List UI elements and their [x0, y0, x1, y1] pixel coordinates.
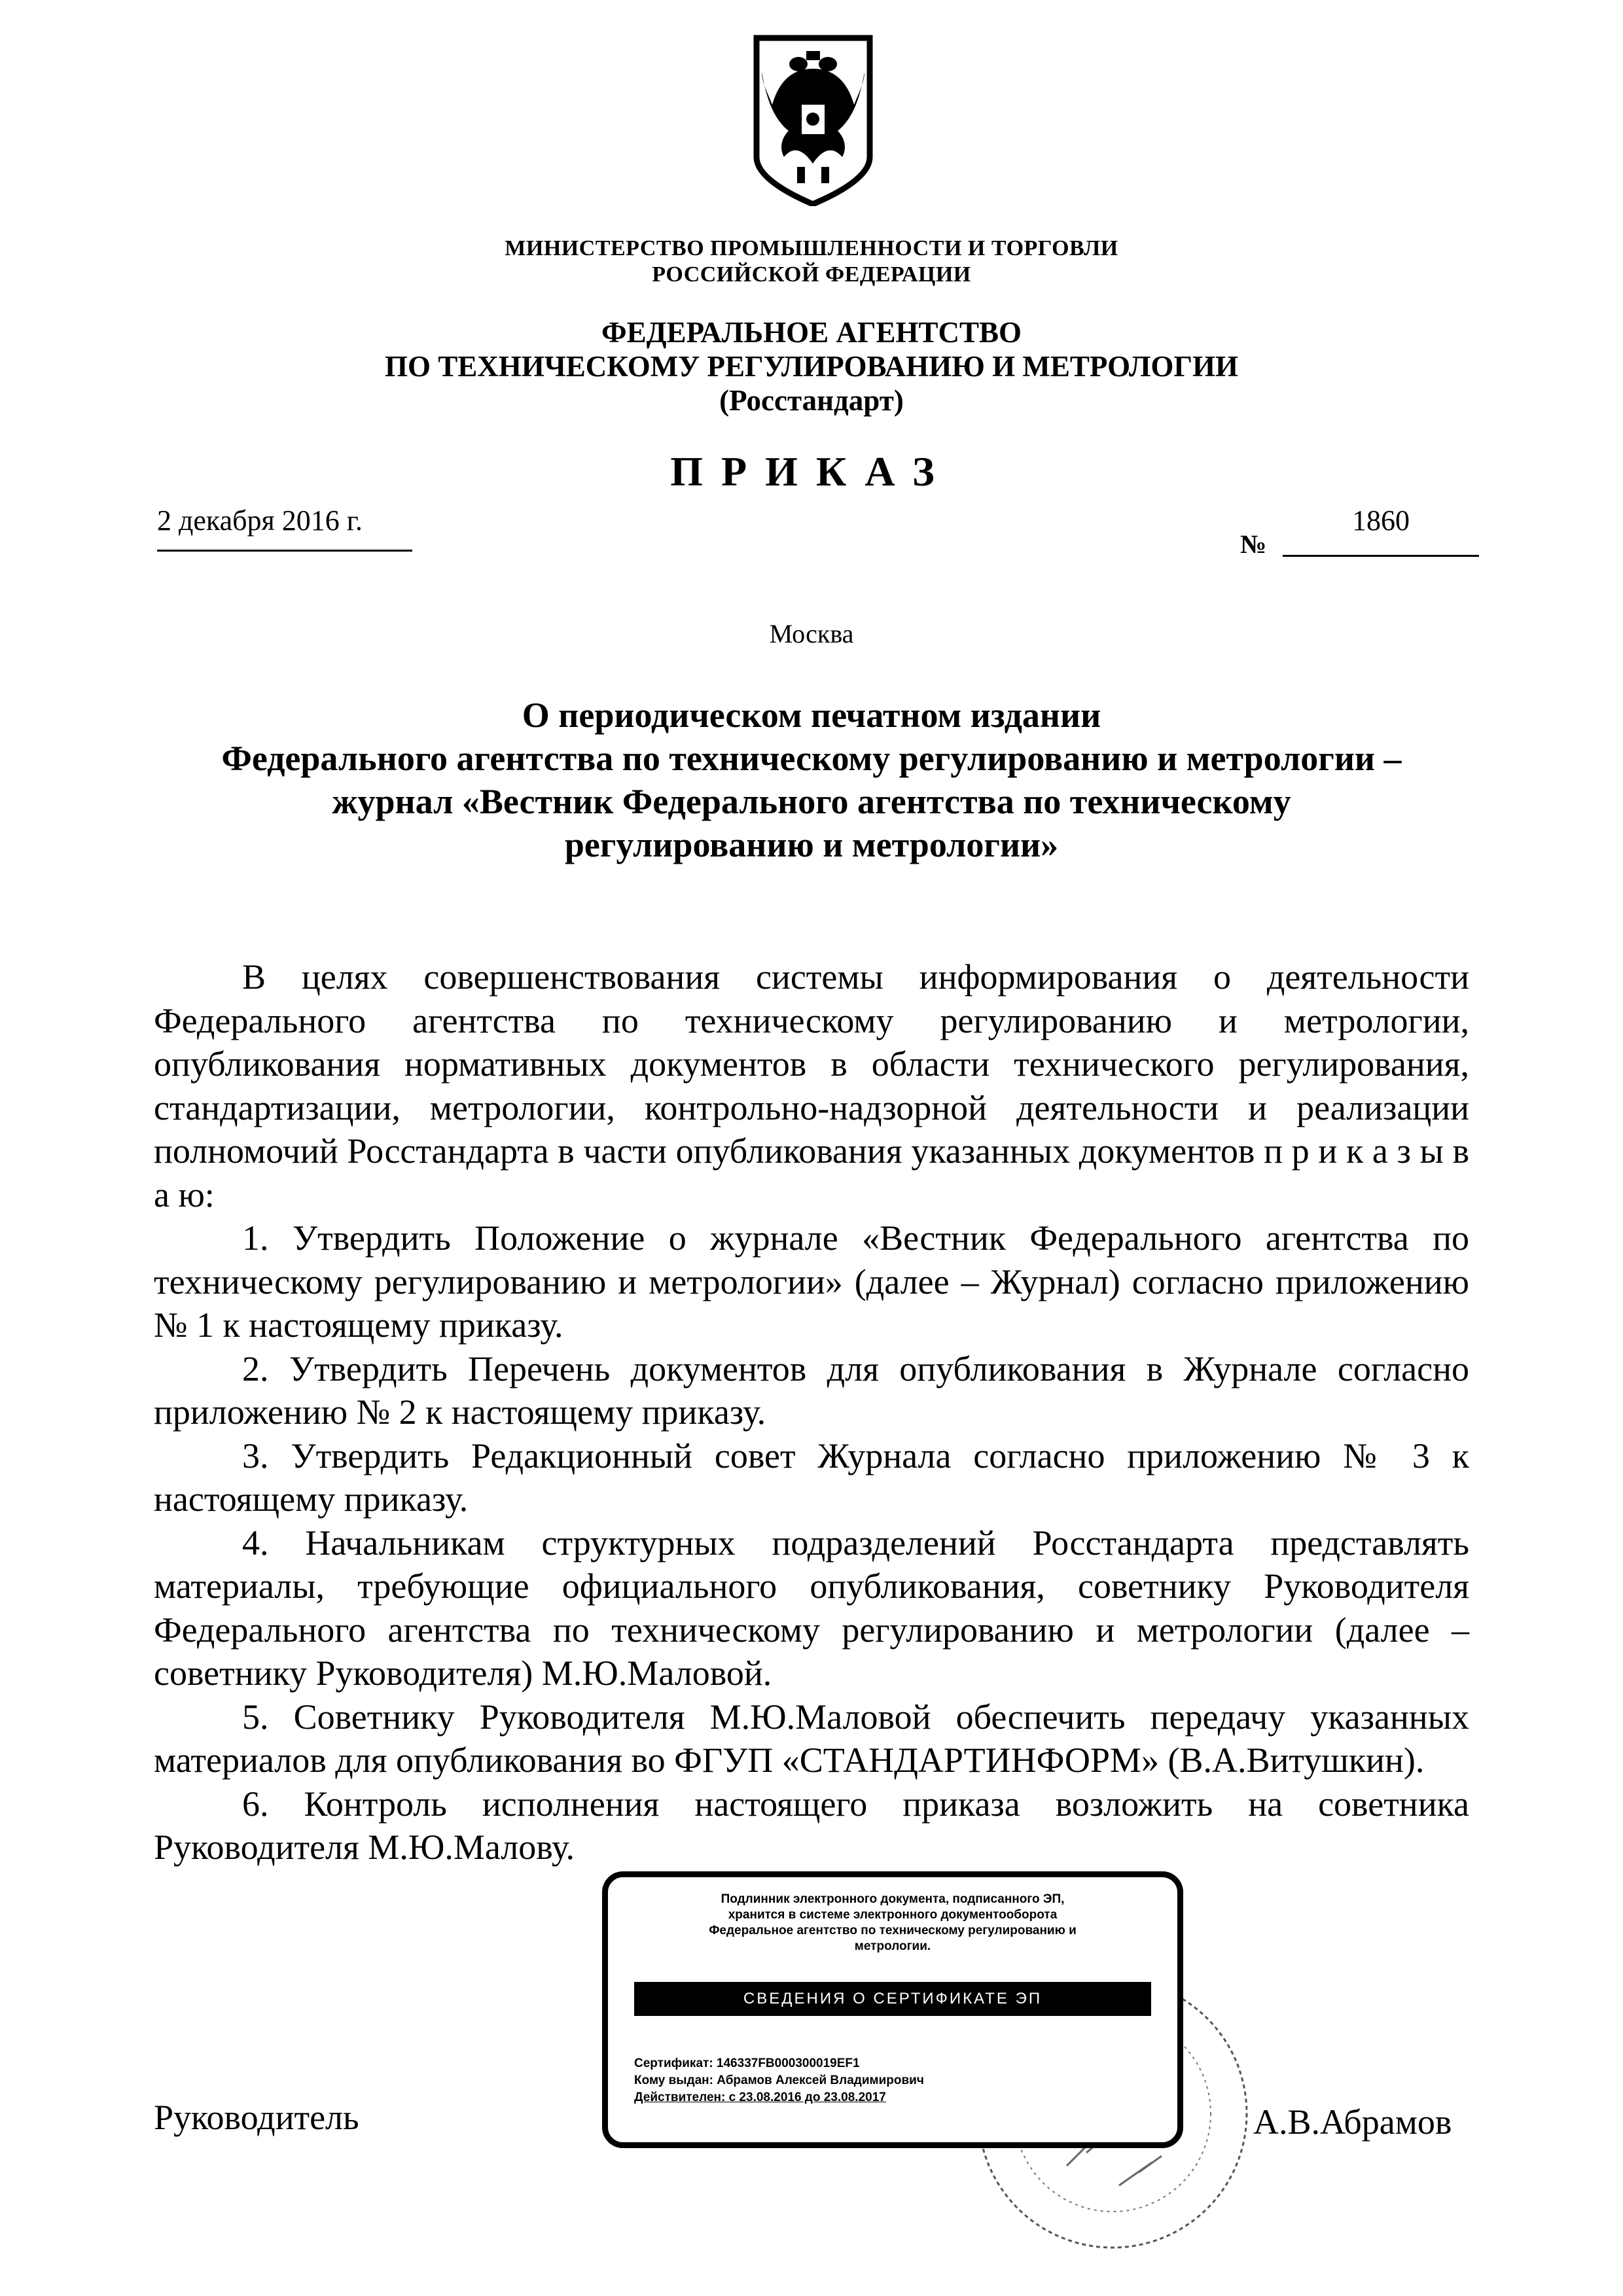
ministry-name — [0, 236, 1623, 288]
certificate-details — [634, 2055, 924, 2106]
stamp-note-line-1: Подлинник электронного документа, подписанного ЭП, — [721, 1892, 1065, 1906]
order-date: 2 декабря 2016 г. — [157, 504, 363, 537]
coat-of-arms-emblem — [753, 33, 874, 206]
ministry-line-1: МИНИСТЕРСТВО ПРОМЫШЛЕННОСТИ И ТОРГОВЛИ — [505, 236, 1118, 260]
certificate-id: Сертификат: 146337FB000300019EF1 — [634, 2057, 860, 2070]
body-item-1: 1. Утвердить Положение о журнале «Вестник Федерального агентства по техническому регулированию и метрологии» (далее – Журнал) согласно приложению № 1 к настоящему приказу. — [154, 1218, 1469, 1345]
body-item-5: 5. Советнику Руководителя М.Ю.Маловой обеспечить передачу указанных материалов для опубликования во ФГУП «СТАНДАРТИНФОРМ» (В.А.Витушкин). — [154, 1697, 1469, 1780]
document-type: ПРИКАЗ — [670, 448, 953, 495]
body-intro: В целях совершенствования системы информирования о деятельности Федерального агентства по техническому регулированию и метрологии, опубликования нормативных документов в области технического регулирования, стандартизации, метрологии, контрольно-надзорной деятельности и реализации полномочий Росстандарта в части опубликования указанных документов п р и к а з ы в а ю: — [154, 957, 1469, 1214]
agency-name — [0, 315, 1623, 417]
order-title — [98, 694, 1525, 866]
agency-line-3: (Росстандарт) — [719, 384, 904, 417]
title-line-1: О периодическом печатном издании — [522, 696, 1101, 735]
stamp-note-line-2: хранится в системе электронного документооборота — [728, 1908, 1058, 1922]
certificate-owner: Кому выдан: Абрамов Алексей Владимирович — [634, 2074, 924, 2087]
number-underline — [1283, 555, 1479, 557]
stamp-note — [608, 1892, 1177, 1954]
certificate-info-bar: СВЕДЕНИЯ О СЕРТИФИКАТЕ ЭП — [634, 1982, 1151, 2016]
title-line-2: Федерального агентства по техническому регулированию и метрологии – — [221, 739, 1402, 778]
number-sign: № — [1240, 529, 1267, 559]
ministry-line-2: РОССИЙСКОЙ ФЕДЕРАЦИИ — [652, 262, 971, 287]
agency-line-2: ПО ТЕХНИЧЕСКОМУ РЕГУЛИРОВАНИЮ И МЕТРОЛОГИИ — [384, 350, 1239, 383]
body-item-3: 3. Утвердить Редакционный совет Журнала согласно приложению № 3 к настоящему приказу. — [154, 1436, 1469, 1519]
electronic-signature-stamp — [602, 1871, 1183, 2148]
certificate-validity: Действителен: с 23.08.2016 до 23.08.2017 — [634, 2091, 886, 2104]
title-line-4: регулированию и метрологии» — [564, 825, 1059, 864]
title-line-3: журнал «Вестник Федерального агентства по техническому — [332, 782, 1291, 821]
order-number: 1860 — [1352, 504, 1410, 537]
city: Москва — [769, 619, 854, 648]
stamp-note-line-3: Федеральное агентство по техническому регулированию и — [709, 1924, 1077, 1937]
agency-line-1: ФЕДЕРАЛЬНОЕ АГЕНТСТВО — [601, 316, 1022, 349]
date-underline — [157, 550, 412, 552]
signatory-role: Руководитель — [154, 2098, 359, 2137]
signatory-name: А.В.Абрамов — [1253, 2102, 1452, 2142]
body-item-6: 6. Контроль исполнения настоящего приказа возложить на советника Руководителя М.Ю.Малову. — [154, 1784, 1469, 1867]
body-item-2: 2. Утвердить Перечень документов для опубликования в Журнале согласно приложению № 2 к настоящему приказу. — [154, 1349, 1469, 1432]
stamp-note-line-4: метрологии. — [854, 1939, 931, 1953]
body-item-4: 4. Начальникам структурных подразделений Росстандарта представлять материалы, требующие официального опубликования, советнику Руководителя Федерального агентства по техническому регулированию и метрологии (далее – советнику Руководителя) М.Ю.Маловой. — [154, 1523, 1469, 1693]
order-body — [154, 955, 1469, 1869]
